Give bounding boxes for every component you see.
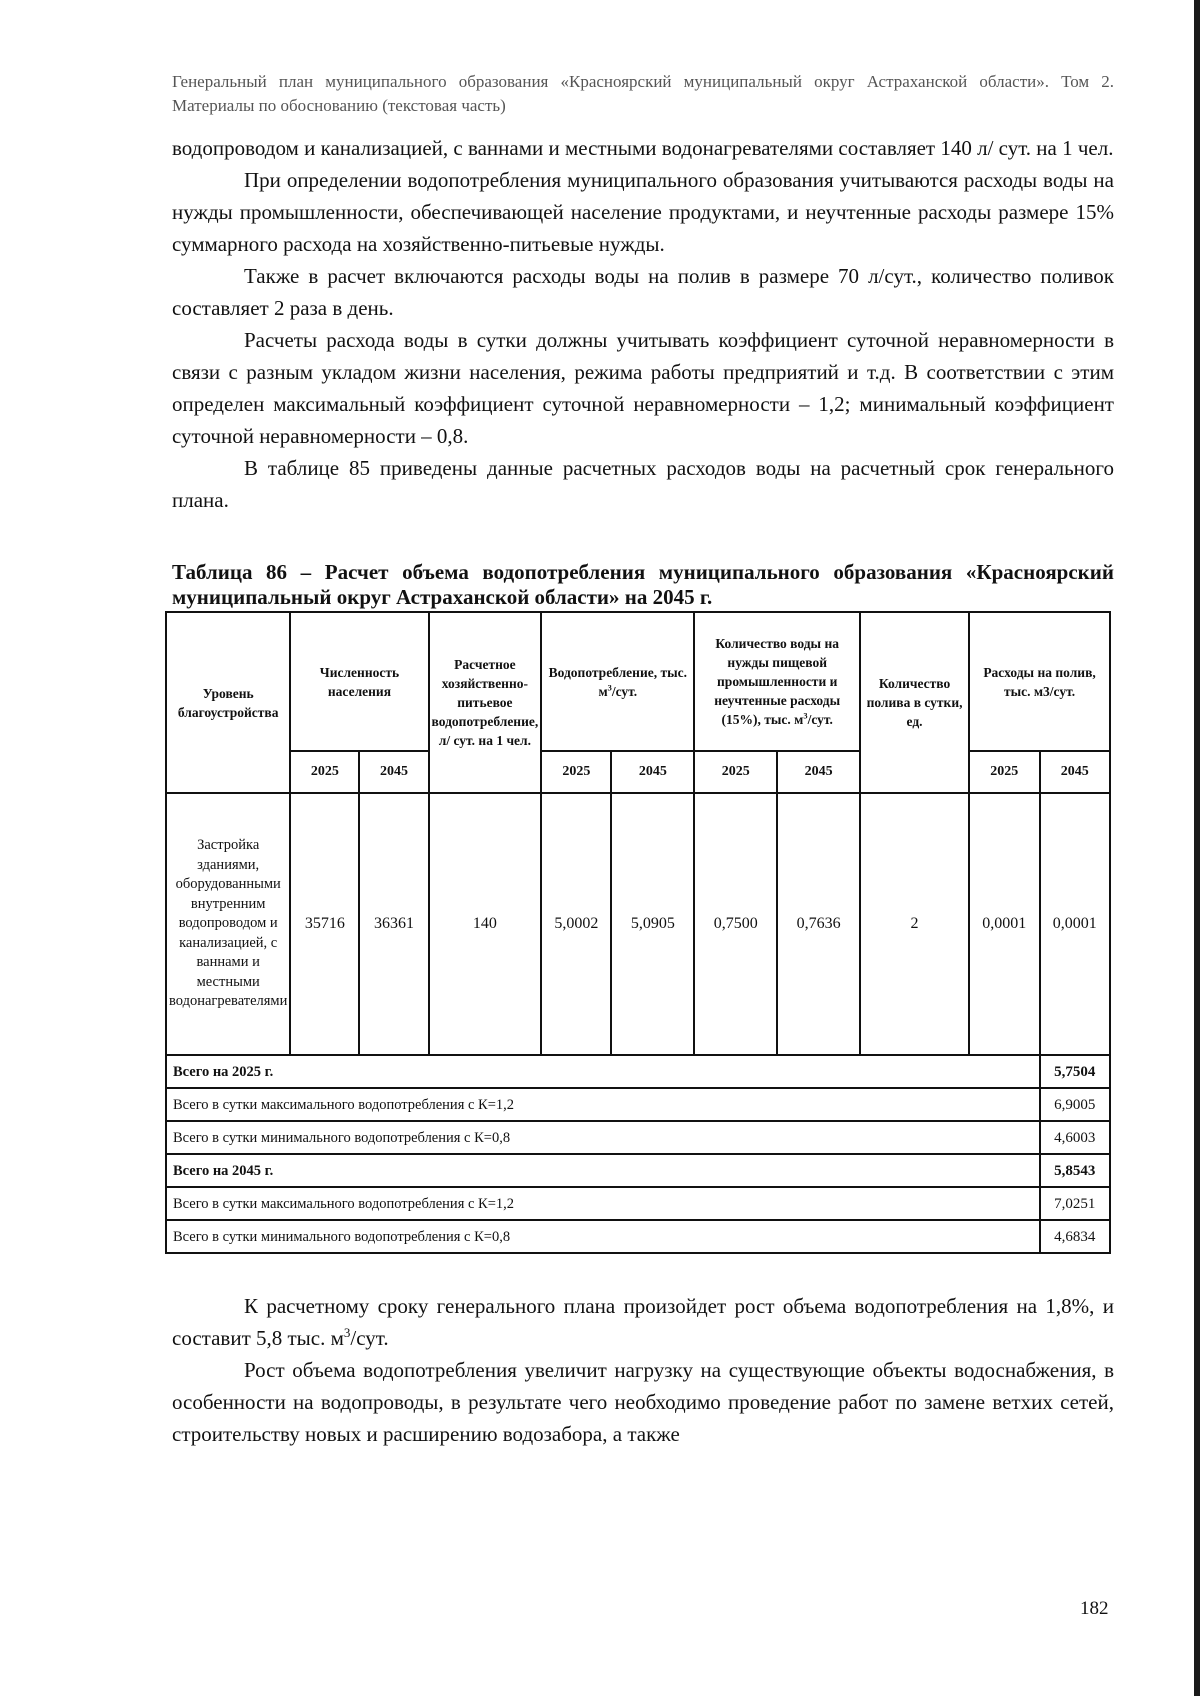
- year-cons-2045: 2045: [611, 751, 694, 793]
- cell-pop-2025: 35716: [290, 793, 359, 1055]
- cell-level: Застройка зданиями, оборудованными внутренним водопроводом и канализацией, с ваннами и местными водонагревателями: [166, 793, 290, 1055]
- document-page: [169, 70, 1115, 1450]
- total-value: 5,7504: [1040, 1055, 1111, 1088]
- year-food-2025: 2025: [694, 751, 777, 793]
- cell-wat-2045: 0,0001: [1040, 793, 1111, 1055]
- header-line-2: области». Том 2. Материалы по обоснованию (текстовая часть): [172, 72, 1115, 115]
- header-food-tail: /сут.: [807, 712, 833, 727]
- total-label: Всего в сутки максимального водопотребления с К=1,2: [166, 1088, 1040, 1121]
- table-caption: Таблица 86 – Расчет объема водопотребления муниципального образования «Красноярский муниципальный округ Астраханской области» на 2045 г.: [172, 560, 1114, 609]
- paragraph-6-sup: 3: [343, 1325, 351, 1340]
- total-label: Всего в сутки максимального водопотребления с К=1,2: [166, 1187, 1040, 1220]
- total-value: 4,6003: [1040, 1121, 1111, 1154]
- total-value: 7,0251: [1040, 1187, 1111, 1220]
- paragraph-5: В таблице 85 приведены данные расчетных расходов воды на расчетный срок генерального плана.: [172, 456, 1114, 512]
- total-row: [166, 1187, 1110, 1220]
- total-label: Всего на 2045 г.: [166, 1154, 1040, 1187]
- paragraph-2: При определении водопотребления муниципального образования учитываются расходы воды на нужды промышленности, обеспечивающей население продуктами, и неучтенные расходы размере 15% суммарного расхода на хозяйственно-питьевые нужды.: [172, 168, 1114, 256]
- cell-watering-count: 2: [860, 793, 969, 1055]
- cell-norm: 140: [429, 793, 542, 1055]
- total-label: Всего в сутки минимального водопотребления с К=0,8: [166, 1121, 1040, 1154]
- total-row: [166, 1220, 1110, 1253]
- total-value: 5,8543: [1040, 1154, 1111, 1187]
- cell-cons-2025: 5,0002: [541, 793, 611, 1055]
- total-row: [166, 1154, 1110, 1187]
- header-food-sup: 3: [803, 711, 808, 721]
- total-label: Всего в сутки минимального водопотребления с К=0,8: [166, 1220, 1040, 1253]
- year-cons-2025: 2025: [541, 751, 611, 793]
- year-wat-2045: 2045: [1040, 751, 1111, 793]
- total-row: [166, 1088, 1110, 1121]
- header-level: Уровень благоустройства: [166, 612, 290, 793]
- header-consumption-sup: 3: [607, 683, 612, 692]
- total-row: [166, 1055, 1110, 1088]
- total-value: 4,6834: [1040, 1220, 1111, 1253]
- paragraph-6-tail: /сут.: [350, 1326, 389, 1350]
- page-edge: [1194, 0, 1200, 1696]
- header-line-1: Генеральный план муниципального образования «Красноярский муниципальный округ Астраханской: [172, 72, 968, 91]
- total-row: [166, 1121, 1110, 1154]
- table-header-row: [166, 612, 1110, 751]
- water-consumption-table: [165, 611, 1111, 1254]
- paragraph-7: Рост объема водопотребления увеличит нагрузку на существующие объекты водоснабжения, в особенности на водопроводы, в результате чего необходимо проведение работ по замене ветхих сетей, строительству новых и расширению водозабора, а также: [172, 1358, 1114, 1446]
- cell-food-2025: 0,7500: [694, 793, 777, 1055]
- paragraph-3: Также в расчет включаются расходы воды на полив в размере 70 л/сут., количество поливок составляет 2 раза в день.: [172, 264, 1114, 320]
- table-year-row: [166, 751, 1110, 793]
- paragraph-6: [172, 1290, 1114, 1354]
- header-consumption: [541, 612, 694, 751]
- cell-wat-2025: 0,0001: [969, 793, 1039, 1055]
- header-watering-cost: Расходы на полив, тыс. м3/сут.: [969, 612, 1110, 751]
- header-food-text: Количество воды на нужды пищевой промышленности и неучтенные расходы (15%), тыс. м: [714, 636, 841, 727]
- cell-cons-2045: 5,0905: [611, 793, 694, 1055]
- year-wat-2025: 2025: [969, 751, 1039, 793]
- total-label: Всего на 2025 г.: [166, 1055, 1040, 1088]
- page-number: 182: [1080, 1598, 1109, 1619]
- header-consumption-tail: /сут.: [611, 683, 638, 699]
- paragraph-6-text: К расчетному сроку генерального плана произойдет рост объема водопотребления на 1,8%, и составит 5,8 тыс. м: [172, 1294, 1114, 1350]
- year-pop-2045: 2045: [359, 751, 428, 793]
- header-population: Численность населения: [290, 612, 428, 751]
- header-consumption-text: Водопотребление, тыс. м: [548, 664, 688, 699]
- total-value: 6,9005: [1040, 1088, 1111, 1121]
- header-norm: Расчетное хозяйственно-питьевое водопотребление, л/ сут. на 1 чел.: [429, 612, 542, 793]
- table-row: [166, 793, 1110, 1055]
- paragraph-1: водопроводом и канализацией, с ваннами и местными водонагревателями составляет 140 л/ сут. на 1 чел.: [172, 136, 1114, 160]
- cell-pop-2045: 36361: [359, 793, 428, 1055]
- running-header: [172, 70, 1114, 118]
- header-food-industry: [694, 612, 860, 751]
- paragraph-4: Расчеты расхода воды в сутки должны учитывать коэффициент суточной неравномерности в связи с разным укладом жизни населения, режима работы предприятий и т.д. В соответствии с этим определен максимальный коэффициент суточной неравномерности – 1,2; минимальный коэффициент суточной неравномерности – 0,8.: [172, 328, 1114, 448]
- cell-food-2045: 0,7636: [777, 793, 860, 1055]
- year-pop-2025: 2025: [290, 751, 359, 793]
- year-food-2045: 2045: [777, 751, 860, 793]
- header-watering-count: Количество полива в сутки, ед.: [860, 612, 969, 793]
